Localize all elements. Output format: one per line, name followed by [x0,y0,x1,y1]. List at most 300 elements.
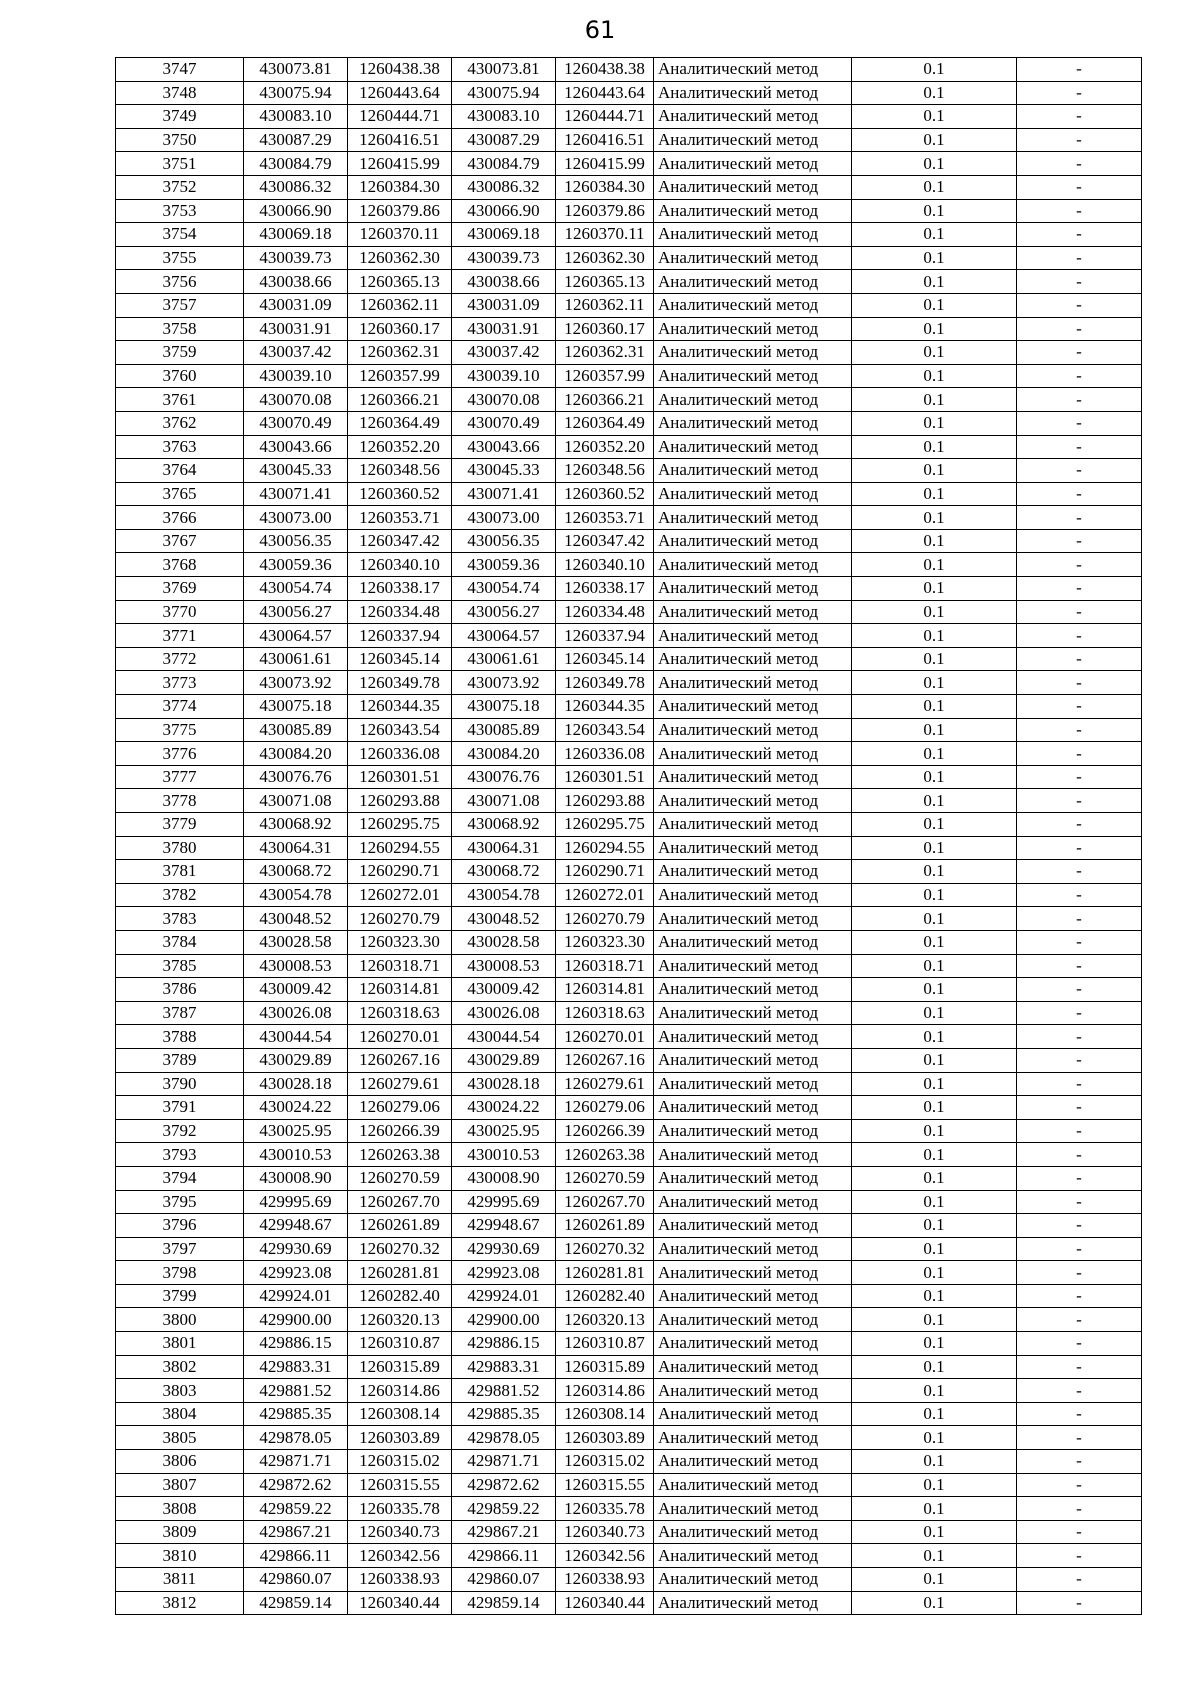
remark-cell: - [1017,671,1142,695]
x-existing-cell: 430031.91 [244,317,348,341]
accuracy-cell: 0.1 [852,199,1017,223]
x-new-cell: 429924.01 [452,1284,556,1308]
accuracy-cell: 0.1 [852,482,1017,506]
remark-cell: - [1017,411,1142,435]
accuracy-cell: 0.1 [852,364,1017,388]
point-number-cell: 3807 [116,1473,244,1497]
remark-cell: - [1017,1591,1142,1615]
point-number-cell: 3785 [116,954,244,978]
x-existing-cell: 430071.41 [244,482,348,506]
remark-cell: - [1017,1426,1142,1450]
y-existing-cell: 1260362.31 [348,341,452,365]
x-existing-cell: 429900.00 [244,1308,348,1332]
remark-cell: - [1017,152,1142,176]
y-existing-cell: 1260360.52 [348,482,452,506]
x-existing-cell: 430071.08 [244,789,348,813]
y-new-cell: 1260337.94 [556,624,654,648]
y-new-cell: 1260281.81 [556,1261,654,1285]
method-cell: Аналитический метод [654,1355,852,1379]
x-existing-cell: 430029.89 [244,1048,348,1072]
accuracy-cell: 0.1 [852,128,1017,152]
point-number-cell: 3764 [116,459,244,483]
table-row [116,364,1142,388]
remark-cell: - [1017,81,1142,105]
accuracy-cell: 0.1 [852,1166,1017,1190]
y-new-cell: 1260263.38 [556,1143,654,1167]
table-row [116,742,1142,766]
point-number-cell: 3753 [116,199,244,223]
y-existing-cell: 1260365.13 [348,270,452,294]
point-number-cell: 3805 [116,1426,244,1450]
table-row [116,1591,1142,1615]
x-existing-cell: 429886.15 [244,1332,348,1356]
remark-cell: - [1017,341,1142,365]
x-new-cell: 430073.81 [452,58,556,82]
y-new-cell: 1260370.11 [556,223,654,247]
point-number-cell: 3811 [116,1568,244,1592]
method-cell: Аналитический метод [654,600,852,624]
y-existing-cell: 1260310.87 [348,1332,452,1356]
point-number-cell: 3760 [116,364,244,388]
y-existing-cell: 1260266.39 [348,1119,452,1143]
point-number-cell: 3797 [116,1237,244,1261]
point-number-cell: 3772 [116,647,244,671]
method-cell: Аналитический метод [654,175,852,199]
x-existing-cell: 430068.92 [244,813,348,837]
x-existing-cell: 430073.92 [244,671,348,695]
point-number-cell: 3771 [116,624,244,648]
remark-cell: - [1017,529,1142,553]
point-number-cell: 3774 [116,695,244,719]
x-new-cell: 430043.66 [452,435,556,459]
remark-cell: - [1017,1520,1142,1544]
method-cell: Аналитический метод [654,1308,852,1332]
y-new-cell: 1260290.71 [556,860,654,884]
y-existing-cell: 1260353.71 [348,506,452,530]
table-row [116,765,1142,789]
method-cell: Аналитический метод [654,954,852,978]
x-existing-cell: 430073.00 [244,506,348,530]
y-new-cell: 1260261.89 [556,1214,654,1238]
remark-cell: - [1017,1355,1142,1379]
y-new-cell: 1260308.14 [556,1402,654,1426]
method-cell: Аналитический метод [654,1544,852,1568]
point-number-cell: 3759 [116,341,244,365]
method-cell: Аналитический метод [654,1001,852,1025]
method-cell: Аналитический метод [654,695,852,719]
point-number-cell: 3794 [116,1166,244,1190]
y-existing-cell: 1260263.38 [348,1143,452,1167]
remark-cell: - [1017,1332,1142,1356]
accuracy-cell: 0.1 [852,317,1017,341]
accuracy-cell: 0.1 [852,105,1017,129]
table-row [116,58,1142,82]
remark-cell: - [1017,388,1142,412]
accuracy-cell: 0.1 [852,1214,1017,1238]
remark-cell: - [1017,1497,1142,1521]
y-existing-cell: 1260416.51 [348,128,452,152]
method-cell: Аналитический метод [654,1332,852,1356]
y-new-cell: 1260360.17 [556,317,654,341]
table-row [116,411,1142,435]
remark-cell: - [1017,789,1142,813]
accuracy-cell: 0.1 [852,1237,1017,1261]
y-new-cell: 1260310.87 [556,1332,654,1356]
y-existing-cell: 1260444.71 [348,105,452,129]
x-existing-cell: 429860.07 [244,1568,348,1592]
x-existing-cell: 430064.57 [244,624,348,648]
point-number-cell: 3799 [116,1284,244,1308]
x-existing-cell: 429859.22 [244,1497,348,1521]
method-cell: Аналитический метод [654,1048,852,1072]
table-row [116,907,1142,931]
y-new-cell: 1260362.31 [556,341,654,365]
x-new-cell: 430075.94 [452,81,556,105]
accuracy-cell: 0.1 [852,954,1017,978]
x-existing-cell: 430056.27 [244,600,348,624]
remark-cell: - [1017,482,1142,506]
point-number-cell: 3804 [116,1402,244,1426]
point-number-cell: 3761 [116,388,244,412]
method-cell: Аналитический метод [654,1261,852,1285]
x-existing-cell: 430066.90 [244,199,348,223]
x-existing-cell: 430073.81 [244,58,348,82]
accuracy-cell: 0.1 [852,671,1017,695]
table-row [116,1497,1142,1521]
y-new-cell: 1260353.71 [556,506,654,530]
y-existing-cell: 1260366.21 [348,388,452,412]
remark-cell: - [1017,978,1142,1002]
y-new-cell: 1260362.30 [556,246,654,270]
remark-cell: - [1017,175,1142,199]
x-existing-cell: 429867.21 [244,1520,348,1544]
table-row [116,506,1142,530]
accuracy-cell: 0.1 [852,1119,1017,1143]
accuracy-cell: 0.1 [852,529,1017,553]
accuracy-cell: 0.1 [852,246,1017,270]
y-new-cell: 1260315.55 [556,1473,654,1497]
method-cell: Аналитический метод [654,1237,852,1261]
x-new-cell: 430068.92 [452,813,556,837]
method-cell: Аналитический метод [654,1072,852,1096]
accuracy-cell: 0.1 [852,506,1017,530]
x-existing-cell: 430087.29 [244,128,348,152]
accuracy-cell: 0.1 [852,1426,1017,1450]
y-existing-cell: 1260337.94 [348,624,452,648]
table-row [116,128,1142,152]
y-new-cell: 1260270.01 [556,1025,654,1049]
point-number-cell: 3780 [116,836,244,860]
table-row [116,1568,1142,1592]
point-number-cell: 3782 [116,883,244,907]
y-new-cell: 1260443.64 [556,81,654,105]
accuracy-cell: 0.1 [852,553,1017,577]
method-cell: Аналитический метод [654,553,852,577]
y-new-cell: 1260365.13 [556,270,654,294]
x-new-cell: 430073.00 [452,506,556,530]
point-number-cell: 3779 [116,813,244,837]
remark-cell: - [1017,1072,1142,1096]
point-number-cell: 3756 [116,270,244,294]
remark-cell: - [1017,105,1142,129]
y-new-cell: 1260338.17 [556,577,654,601]
remark-cell: - [1017,1544,1142,1568]
accuracy-cell: 0.1 [852,1190,1017,1214]
method-cell: Аналитический метод [654,435,852,459]
y-new-cell: 1260282.40 [556,1284,654,1308]
accuracy-cell: 0.1 [852,175,1017,199]
method-cell: Аналитический метод [654,58,852,82]
y-new-cell: 1260314.86 [556,1379,654,1403]
y-existing-cell: 1260290.71 [348,860,452,884]
accuracy-cell: 0.1 [852,223,1017,247]
table-row [116,1544,1142,1568]
method-cell: Аналитический метод [654,506,852,530]
accuracy-cell: 0.1 [852,411,1017,435]
remark-cell: - [1017,1214,1142,1238]
x-existing-cell: 429872.62 [244,1473,348,1497]
accuracy-cell: 0.1 [852,1072,1017,1096]
y-new-cell: 1260334.48 [556,600,654,624]
point-number-cell: 3765 [116,482,244,506]
accuracy-cell: 0.1 [852,1544,1017,1568]
x-new-cell: 430075.18 [452,695,556,719]
x-new-cell: 430070.08 [452,388,556,412]
accuracy-cell: 0.1 [852,1473,1017,1497]
accuracy-cell: 0.1 [852,1379,1017,1403]
method-cell: Аналитический метод [654,718,852,742]
y-existing-cell: 1260308.14 [348,1402,452,1426]
x-existing-cell: 429923.08 [244,1261,348,1285]
x-new-cell: 430084.79 [452,152,556,176]
y-new-cell: 1260347.42 [556,529,654,553]
y-new-cell: 1260323.30 [556,930,654,954]
x-existing-cell: 430075.94 [244,81,348,105]
accuracy-cell: 0.1 [852,1143,1017,1167]
y-existing-cell: 1260318.71 [348,954,452,978]
y-new-cell: 1260315.02 [556,1450,654,1474]
x-new-cell: 430029.89 [452,1048,556,1072]
table-row [116,341,1142,365]
method-cell: Аналитический метод [654,789,852,813]
remark-cell: - [1017,813,1142,837]
table-row [116,1166,1142,1190]
method-cell: Аналитический метод [654,907,852,931]
accuracy-cell: 0.1 [852,813,1017,837]
point-number-cell: 3762 [116,411,244,435]
y-existing-cell: 1260315.89 [348,1355,452,1379]
method-cell: Аналитический метод [654,1025,852,1049]
remark-cell: - [1017,695,1142,719]
y-existing-cell: 1260348.56 [348,459,452,483]
table-row [116,1261,1142,1285]
accuracy-cell: 0.1 [852,1332,1017,1356]
accuracy-cell: 0.1 [852,907,1017,931]
table-row [116,1143,1142,1167]
x-new-cell: 430056.27 [452,600,556,624]
y-new-cell: 1260266.39 [556,1119,654,1143]
remark-cell: - [1017,1190,1142,1214]
y-existing-cell: 1260352.20 [348,435,452,459]
table-row [116,1237,1142,1261]
accuracy-cell: 0.1 [852,1048,1017,1072]
y-existing-cell: 1260342.56 [348,1544,452,1568]
y-existing-cell: 1260301.51 [348,765,452,789]
y-existing-cell: 1260315.55 [348,1473,452,1497]
y-existing-cell: 1260415.99 [348,152,452,176]
accuracy-cell: 0.1 [852,883,1017,907]
x-new-cell: 429859.14 [452,1591,556,1615]
y-new-cell: 1260295.75 [556,813,654,837]
y-existing-cell: 1260295.75 [348,813,452,837]
y-new-cell: 1260270.59 [556,1166,654,1190]
method-cell: Аналитический метод [654,1473,852,1497]
remark-cell: - [1017,1568,1142,1592]
remark-cell: - [1017,1284,1142,1308]
x-new-cell: 430066.90 [452,199,556,223]
y-existing-cell: 1260343.54 [348,718,452,742]
y-existing-cell: 1260379.86 [348,199,452,223]
x-existing-cell: 430039.10 [244,364,348,388]
x-existing-cell: 430043.66 [244,435,348,459]
x-existing-cell: 430048.52 [244,907,348,931]
table-row [116,317,1142,341]
x-new-cell: 430056.35 [452,529,556,553]
remark-cell: - [1017,1143,1142,1167]
y-existing-cell: 1260267.16 [348,1048,452,1072]
point-number-cell: 3788 [116,1025,244,1049]
y-new-cell: 1260352.20 [556,435,654,459]
remark-cell: - [1017,1119,1142,1143]
point-number-cell: 3757 [116,293,244,317]
method-cell: Аналитический метод [654,1379,852,1403]
point-number-cell: 3791 [116,1096,244,1120]
y-new-cell: 1260340.73 [556,1520,654,1544]
x-new-cell: 430039.10 [452,364,556,388]
x-existing-cell: 430039.73 [244,246,348,270]
accuracy-cell: 0.1 [852,1355,1017,1379]
method-cell: Аналитический метод [654,81,852,105]
point-number-cell: 3808 [116,1497,244,1521]
point-number-cell: 3793 [116,1143,244,1167]
y-existing-cell: 1260318.63 [348,1001,452,1025]
remark-cell: - [1017,1308,1142,1332]
y-new-cell: 1260270.32 [556,1237,654,1261]
y-new-cell: 1260301.51 [556,765,654,789]
method-cell: Аналитический метод [654,1143,852,1167]
point-number-cell: 3796 [116,1214,244,1238]
table-row [116,1096,1142,1120]
accuracy-cell: 0.1 [852,600,1017,624]
table-row [116,1379,1142,1403]
table-row [116,529,1142,553]
remark-cell: - [1017,718,1142,742]
accuracy-cell: 0.1 [852,930,1017,954]
remark-cell: - [1017,883,1142,907]
x-new-cell: 430026.08 [452,1001,556,1025]
x-existing-cell: 430038.66 [244,270,348,294]
point-number-cell: 3768 [116,553,244,577]
table-row [116,553,1142,577]
point-number-cell: 3749 [116,105,244,129]
x-new-cell: 430038.66 [452,270,556,294]
x-new-cell: 429867.21 [452,1520,556,1544]
y-new-cell: 1260342.56 [556,1544,654,1568]
remark-cell: - [1017,860,1142,884]
x-new-cell: 429923.08 [452,1261,556,1285]
x-existing-cell: 430009.42 [244,978,348,1002]
y-existing-cell: 1260314.81 [348,978,452,1002]
accuracy-cell: 0.1 [852,1520,1017,1544]
point-number-cell: 3790 [116,1072,244,1096]
x-new-cell: 430025.95 [452,1119,556,1143]
x-new-cell: 430076.76 [452,765,556,789]
method-cell: Аналитический метод [654,1214,852,1238]
remark-cell: - [1017,1379,1142,1403]
remark-cell: - [1017,836,1142,860]
x-existing-cell: 429885.35 [244,1402,348,1426]
table-row [116,175,1142,199]
point-number-cell: 3802 [116,1355,244,1379]
x-new-cell: 429995.69 [452,1190,556,1214]
remark-cell: - [1017,270,1142,294]
x-existing-cell: 430084.20 [244,742,348,766]
method-cell: Аналитический метод [654,1190,852,1214]
method-cell: Аналитический метод [654,1284,852,1308]
accuracy-cell: 0.1 [852,341,1017,365]
point-number-cell: 3752 [116,175,244,199]
remark-cell: - [1017,954,1142,978]
method-cell: Аналитический метод [654,341,852,365]
remark-cell: - [1017,506,1142,530]
x-existing-cell: 430061.61 [244,647,348,671]
x-existing-cell: 430068.72 [244,860,348,884]
x-new-cell: 430031.09 [452,293,556,317]
method-cell: Аналитический метод [654,317,852,341]
x-existing-cell: 429866.11 [244,1544,348,1568]
x-new-cell: 430054.78 [452,883,556,907]
remark-cell: - [1017,364,1142,388]
y-existing-cell: 1260340.73 [348,1520,452,1544]
method-cell: Аналитический метод [654,529,852,553]
point-number-cell: 3803 [116,1379,244,1403]
remark-cell: - [1017,293,1142,317]
x-existing-cell: 430075.18 [244,695,348,719]
point-number-cell: 3783 [116,907,244,931]
y-new-cell: 1260340.44 [556,1591,654,1615]
table-row [116,1119,1142,1143]
table-row [116,1072,1142,1096]
x-new-cell: 430044.54 [452,1025,556,1049]
accuracy-cell: 0.1 [852,1497,1017,1521]
point-number-cell: 3776 [116,742,244,766]
method-cell: Аналитический метод [654,577,852,601]
point-number-cell: 3769 [116,577,244,601]
point-number-cell: 3806 [116,1450,244,1474]
point-number-cell: 3750 [116,128,244,152]
table-row [116,577,1142,601]
y-new-cell: 1260267.16 [556,1048,654,1072]
remark-cell: - [1017,624,1142,648]
accuracy-cell: 0.1 [852,765,1017,789]
accuracy-cell: 0.1 [852,1025,1017,1049]
table-row [116,199,1142,223]
x-existing-cell: 430025.95 [244,1119,348,1143]
remark-cell: - [1017,317,1142,341]
point-number-cell: 3767 [116,529,244,553]
y-existing-cell: 1260303.89 [348,1426,452,1450]
point-number-cell: 3777 [116,765,244,789]
